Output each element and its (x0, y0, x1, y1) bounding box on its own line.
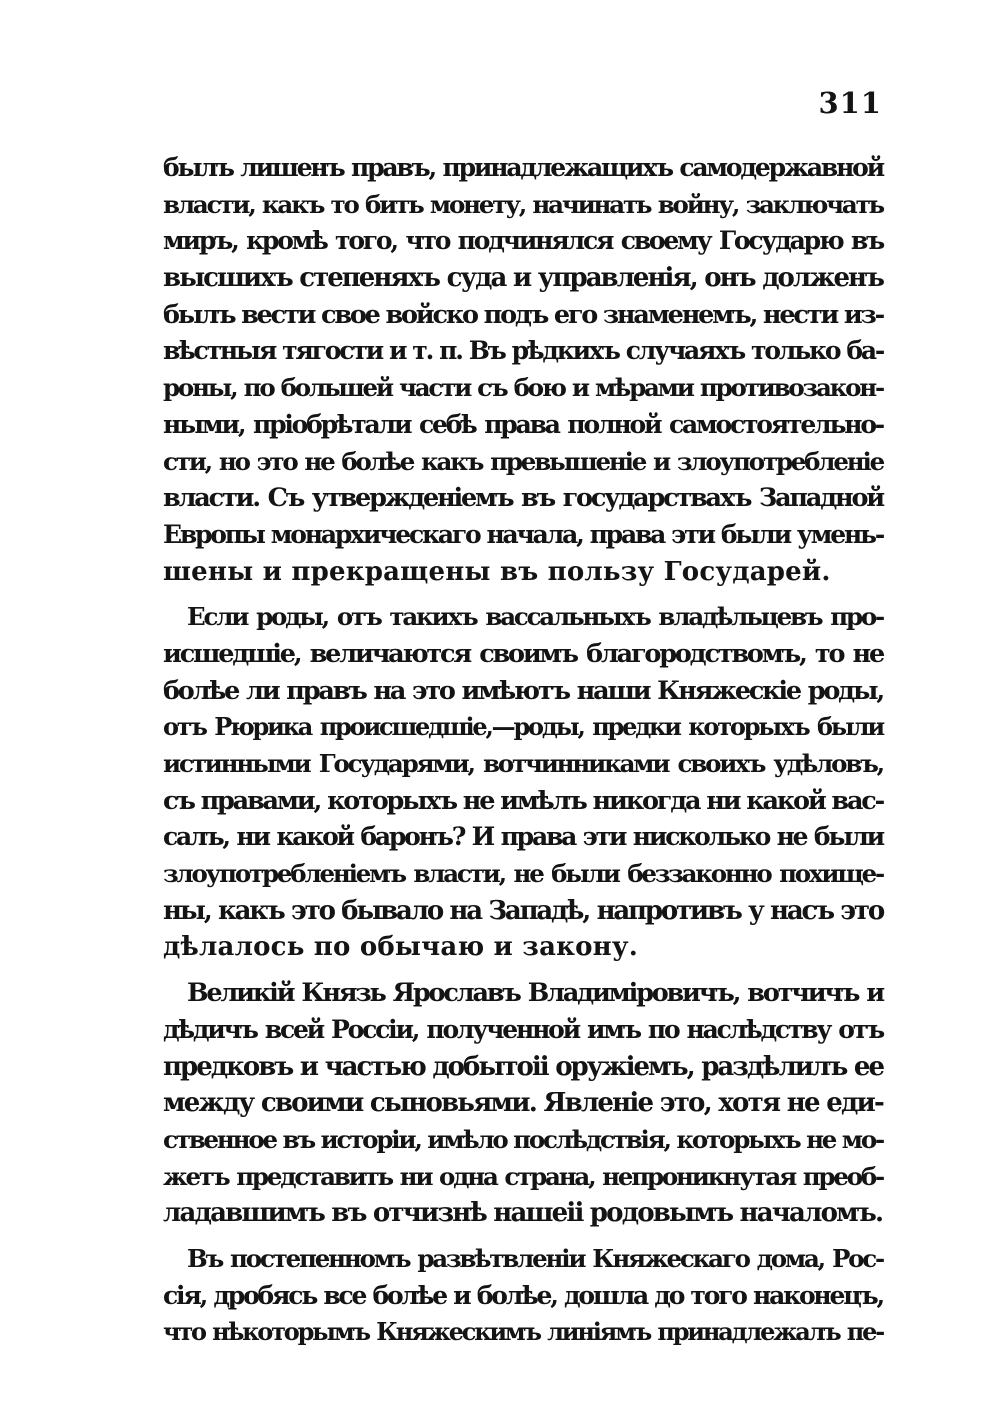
text-line: власти. Съ утвержденіемъ въ государствахъ Западной (163, 483, 883, 514)
text-line: что нѣкоторымъ Княжескимъ линіямъ принадлежалъ пе- (163, 1317, 883, 1347)
text-line: дѣлалось по обычаю и закону. (163, 932, 638, 963)
text-line: Великій Князь Ярославъ Владиміровичъ, вотчичъ и (187, 978, 883, 1009)
text-line: миръ, кромѣ того, что подчинялся своему Государю въ (163, 226, 883, 256)
text-line: шены и прекращены въ пользу Государей. (163, 556, 831, 587)
text-line: роны, по большей части съ бою и мѣрами противозакон- (163, 373, 883, 403)
text-line: салъ, ни какой баронъ? И права эти нисколько не были (163, 822, 883, 852)
text-line: высшихъ степеняхъ суда и управленія, онъ долженъ (163, 263, 883, 294)
text-line: ны, какъ это бывало на Западѣ, напротивъ у насъ это (163, 895, 883, 926)
text-line: дѣдичъ всей Россіи, полученной имъ по наслѣдству отъ (163, 1014, 883, 1044)
paragraph (163, 1241, 883, 1351)
text-line: ственное въ исторіи, имѣло послѣдствія, которыхъ не мо- (163, 1124, 883, 1154)
body-text (163, 150, 883, 1351)
text-line: былъ лишенъ правъ, принадлежащихъ самодержавной (163, 153, 883, 182)
text-line: сія, дробясь все болѣе и болѣе, дошла до того наконецъ, (163, 1280, 883, 1310)
text-line: злоупотребленіемъ власти, не были беззаконно похищe- (163, 859, 883, 889)
paragraph (163, 599, 883, 966)
paragraph (163, 975, 883, 1232)
text-line: съ правами, которыхъ не имѣлъ никогда ни какой вас- (163, 785, 883, 816)
text-line: власти, какъ то бить монету, начинать войну, заключать (163, 189, 883, 219)
text-line: исшедшіе, величаются своимъ благородствомъ, то не (163, 638, 883, 669)
text-line: Въ постепенномъ развѣтвленіи Княжескаго дома, Рос- (187, 1243, 883, 1273)
text-line: ладавшимъ въ отчизнѣ нашеіі родовымъ началомъ. (163, 1198, 883, 1229)
text-line: истинными Государями, вотчинниками своихъ удѣловъ, (163, 749, 883, 778)
text-line: предковъ и частью добытоіі оружіемъ, раздѣлилъ ее (163, 1051, 883, 1082)
text-line: Если роды, отъ такихъ вассальныхъ владѣльцевъ про- (187, 602, 883, 632)
text-line: Европы монархическаго начала, права эти были умень- (163, 519, 883, 549)
text-line: жетъ представить ни одна страна, непроникнутая преоб- (163, 1161, 883, 1191)
text-line: болѣе ли правъ на это имѣютъ наши Княжескіе роды, (163, 675, 883, 706)
text-line: былъ вести свое войско подъ его знаменемъ, нести из- (163, 299, 883, 330)
text-line: отъ Рюрика происшедшіе,—роды, предки которыхъ были (163, 712, 883, 742)
text-line: между своими сыновьями. Явленіе это, хотя не еди- (163, 1088, 883, 1119)
text-line: сти, но это не болѣе какъ превышеніе и злоупотребленіе (163, 446, 883, 476)
text-line: ными, пріобрѣтали себѣ права полной самостоятельно- (163, 409, 883, 439)
text-line: вѣстныя тягости и т. п. Въ рѣдкихъ случаяхъ только ба- (163, 336, 883, 366)
paragraph (163, 150, 883, 590)
page-number: 311 (818, 86, 882, 120)
